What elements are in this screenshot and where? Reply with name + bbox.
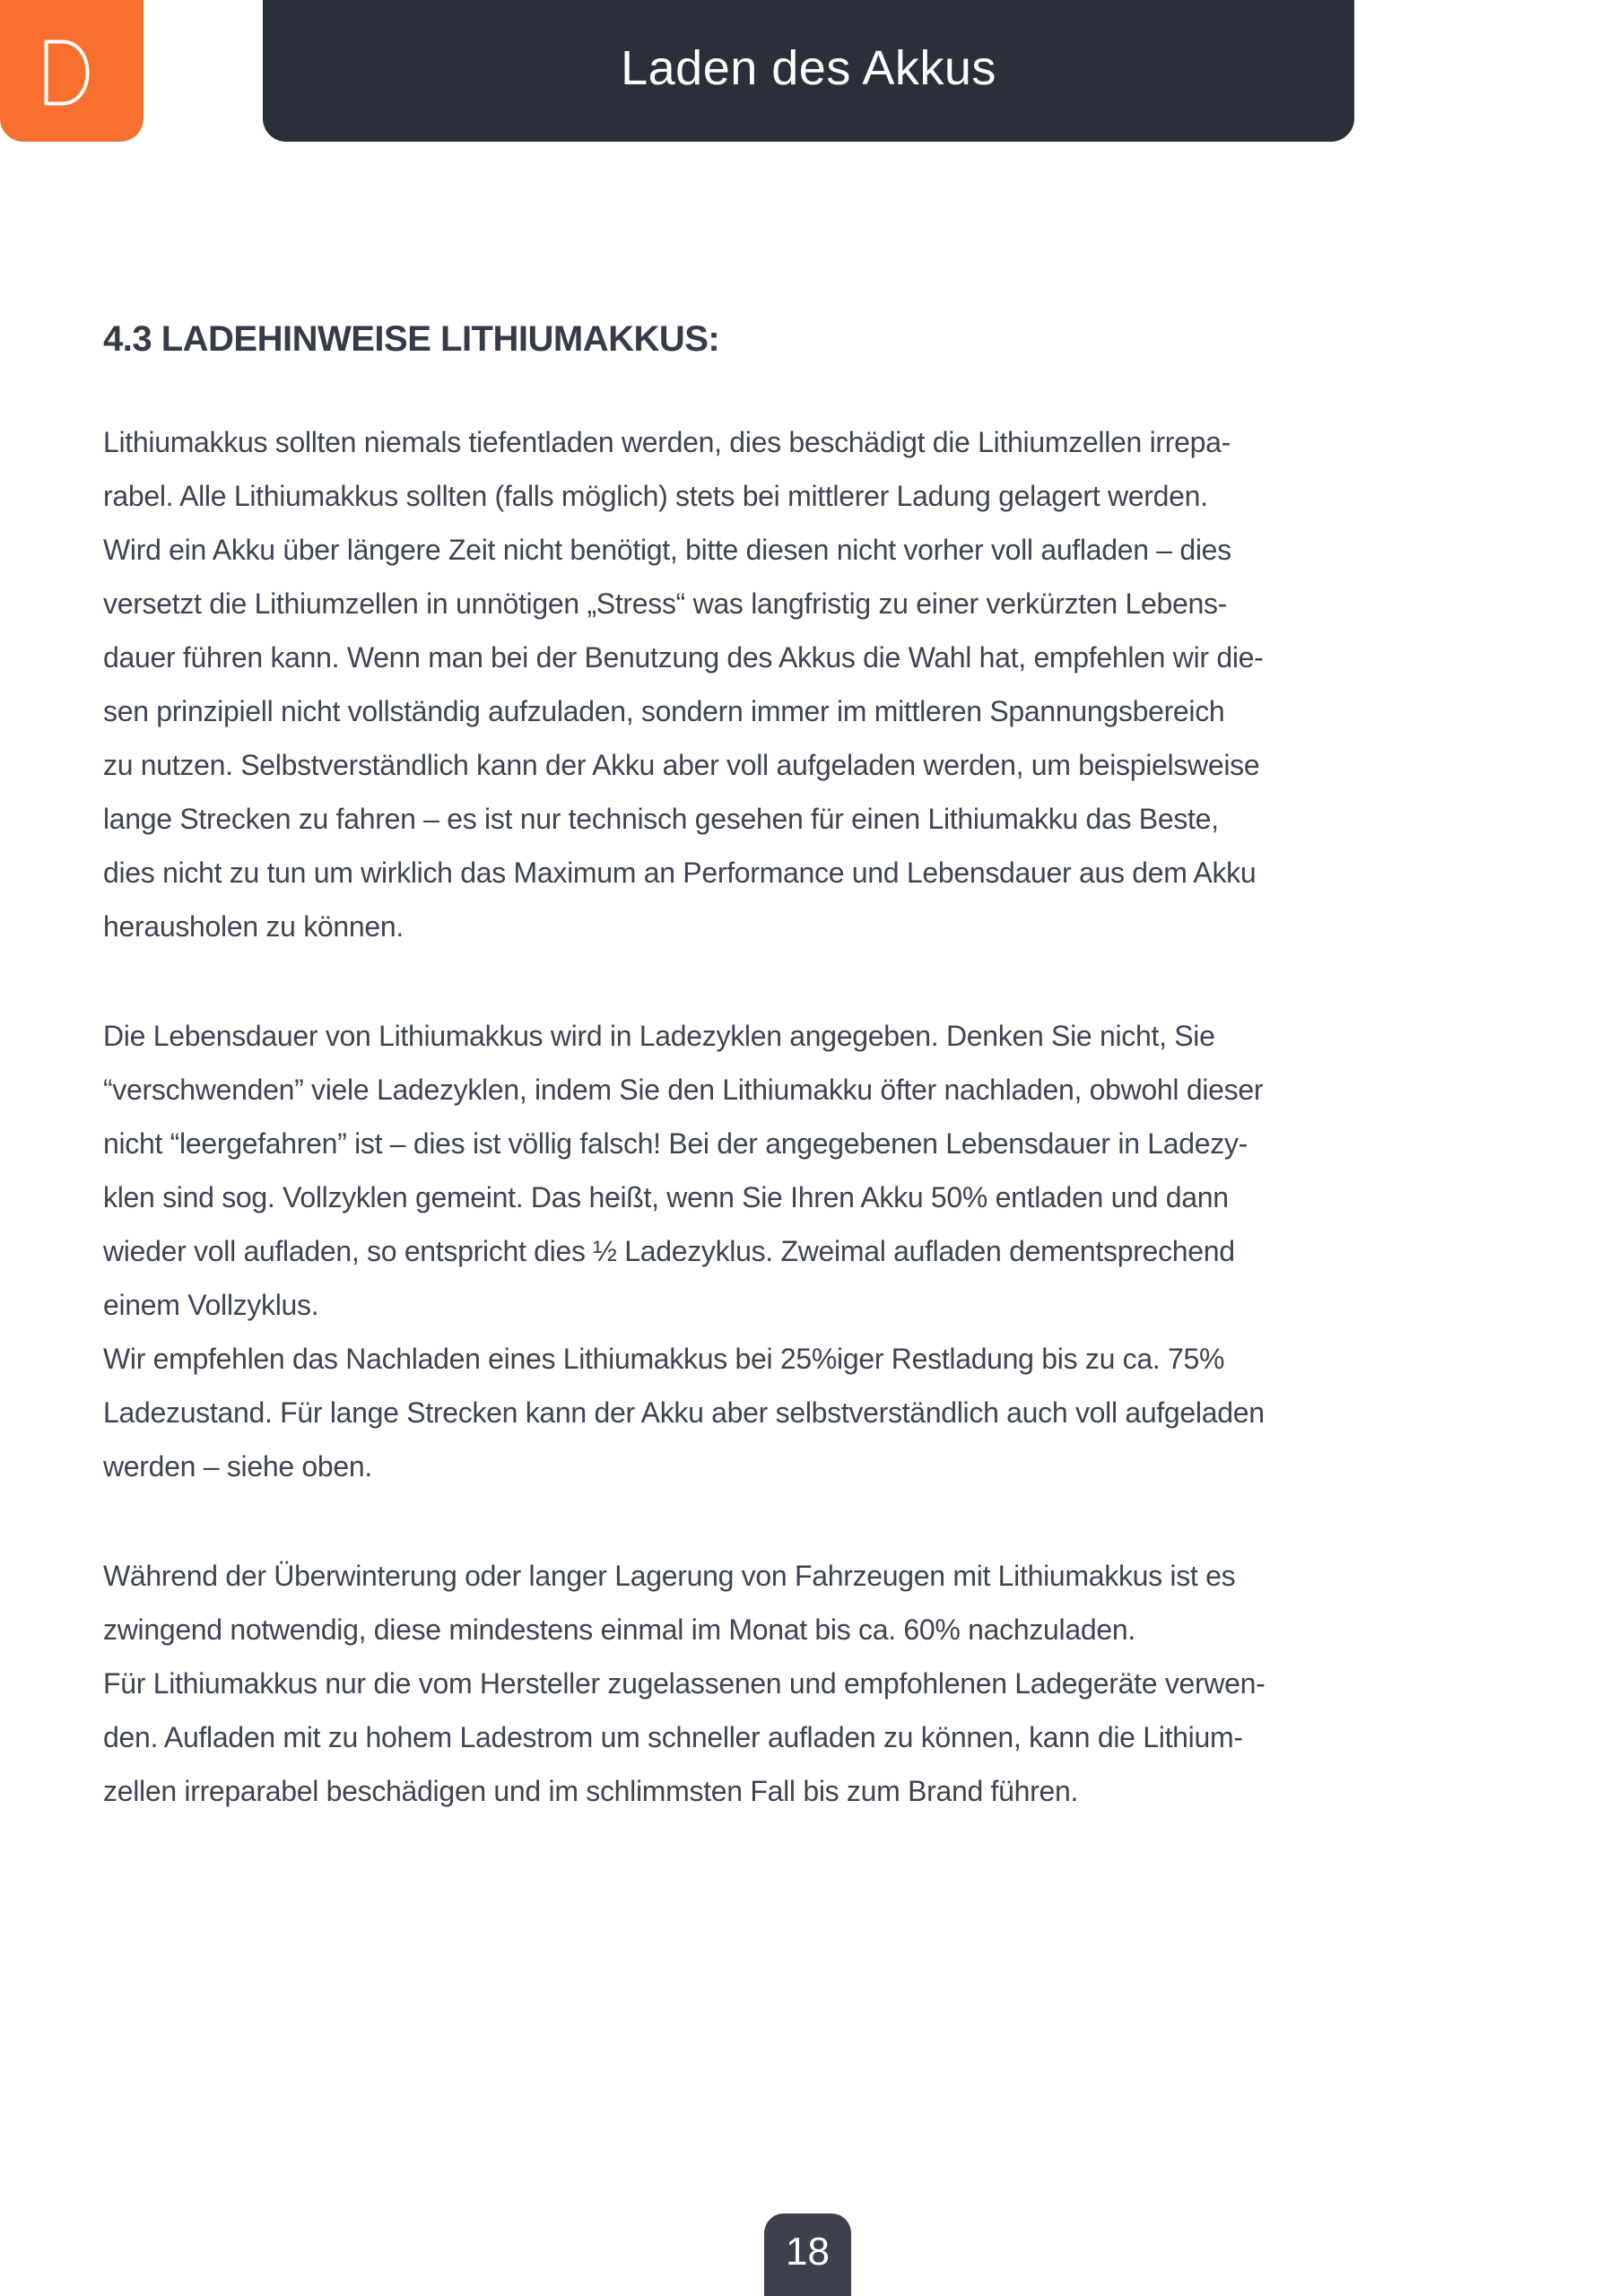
text-line: einem Vollzyklus. [103, 1289, 319, 1321]
page-number: 18 [786, 2230, 830, 2274]
text-line: Die Lebensdauer von Lithiumakkus wird in Ladezyklen angegeben. Denken Sie nicht, Sie [103, 1020, 1215, 1052]
page-header [263, 0, 1354, 142]
page-number-badge [764, 2213, 851, 2296]
text-line: Wird ein Akku über längere Zeit nicht benötigt, bitte diesen nicht vorher voll aufladen – dies [103, 534, 1231, 566]
text-line: Während der Überwinterung oder langer Lagerung von Fahrzeugen mit Lithiumakkus ist es [103, 1560, 1236, 1592]
text-line: versetzt die Lithiumzellen in unnötigen „Stress“ was langfristig zu einer verkürzten Lebens- [103, 587, 1228, 620]
text-line: Ladezustand. Für lange Strecken kann der Akku aber selbstverständlich auch voll aufgeladen [103, 1396, 1265, 1429]
text-line: Lithiumakkus sollten niemals tiefentladen werden, dies beschädigt die Lithiumzellen irrepa- [103, 426, 1231, 458]
text-line: Für Lithiumakkus nur die vom Hersteller zugelassenen und empfohlenen Ladegeräte verwen- [103, 1667, 1266, 1700]
text-line: werden – siehe oben. [103, 1450, 373, 1483]
paragraph-charging-notes [103, 415, 1538, 953]
text-line: sen prinzipiell nicht vollständig aufzuladen, sondern immer im mittleren Spannungsbereich [103, 695, 1225, 727]
text-line: zu nutzen. Selbstverständlich kann der Akku aber voll aufgeladen werden, um beispielsweise [103, 749, 1260, 781]
text-line: dauer führen kann. Wenn man bei der Benutzung des Akkus die Wahl hat, empfehlen wir die- [103, 641, 1264, 674]
paragraph-storage-chargers [103, 1549, 1538, 1818]
logo-letter-d-icon [43, 39, 100, 107]
text-line: Wir empfehlen das Nachladen eines Lithiumakkus bei 25%iger Restladung bis zu ca. 75% [103, 1343, 1225, 1375]
brand-logo [0, 0, 144, 142]
text-line: zwingend notwendig, diese mindestens einmal im Monat bis ca. 60% nachzuladen. [103, 1613, 1135, 1646]
text-line: klen sind sog. Vollzyklen gemeint. Das heißt, wenn Sie Ihren Akku 50% entladen und dann [103, 1181, 1229, 1213]
text-line: zellen irreparabel beschädigen und im schlimmsten Fall bis zum Brand führen. [103, 1775, 1079, 1807]
text-line: lange Strecken zu fahren – es ist nur technisch gesehen für einen Lithiumakku das Beste, [103, 803, 1219, 835]
text-line: herausholen zu können. [103, 910, 404, 943]
document-body [103, 319, 1538, 1818]
text-line: dies nicht zu tun um wirklich das Maximum an Performance und Lebensdauer aus dem Akku [103, 857, 1257, 889]
text-line: nicht “leergefahren” ist – dies ist völlig falsch! Bei der angegebenen Lebensdauer in Ladezy- [103, 1127, 1248, 1160]
text-line: den. Aufladen mit zu hohem Ladestrom um schneller aufladen zu können, kann die Lithium- [103, 1721, 1243, 1753]
paragraph-charge-cycles [103, 1009, 1538, 1493]
text-line: “verschwenden” viele Ladezyklen, indem Sie den Lithiumakku öfter nachladen, obwohl dieser [103, 1074, 1264, 1106]
page-header-title: Laden des Akkus [621, 41, 996, 95]
section-heading: 4.3 LADEHINWEISE LITHIUMAKKUS: [103, 319, 720, 359]
text-line: rabel. Alle Lithiumakkus sollten (falls möglich) stets bei mittlerer Ladung gelagert werden. [103, 480, 1208, 512]
text-line: wieder voll aufladen, so entspricht dies ½ Ladezyklus. Zweimal aufladen dementsprechend [103, 1235, 1235, 1267]
